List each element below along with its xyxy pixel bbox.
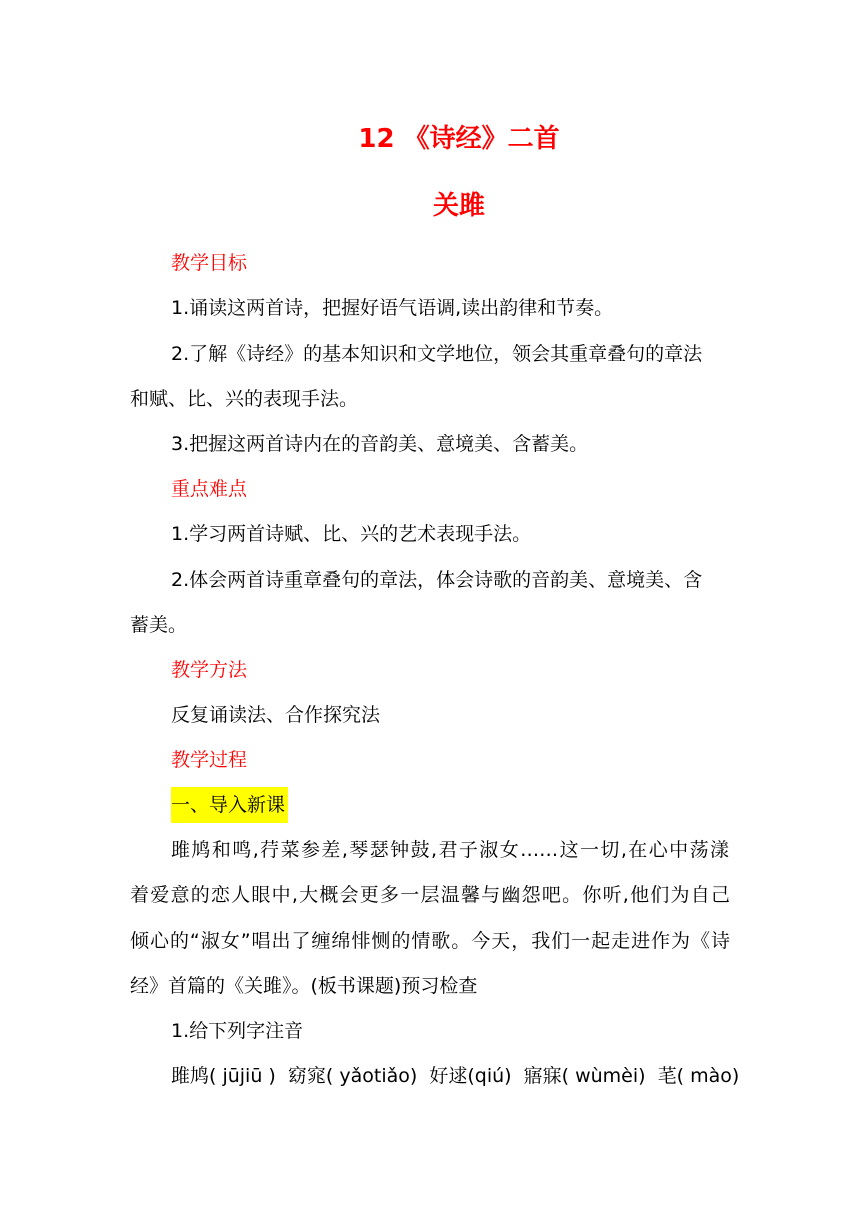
intro-paragraph-line-4: 经》首篇的《关雎》。(板书课题)预习检查 [130,975,478,997]
objective-item-2-line-1: 2.了解《诗经》的基本知识和文学地位，领会其重章叠句的章法 [171,343,703,365]
methods-heading: 教学方法 [171,659,248,681]
intro-paragraph-line-1: 雎鸠和鸣,荇菜参差,琴瑟钟鼓,君子淑女……这一切,在心中荡漾 [171,839,729,861]
key-point-item-1: 1.学习两首诗赋、比、兴的艺术表现手法。 [171,523,532,545]
key-point-item-2-line-1: 2.体会两首诗重章叠句的章法，体会诗歌的音韵美、意境美、含 [171,569,703,591]
objective-item-2-line-2: 和赋、比、兴的表现手法。 [130,388,359,410]
step-1-heading-row [171,792,288,818]
process-heading: 教学过程 [171,749,248,771]
objectives-heading: 教学目标 [171,252,248,274]
step-1-heading: 一、导入新课 [171,787,288,823]
objective-item-1: 1.诵读这两首诗，把握好语气语调,读出韵律和节奏。 [171,297,614,319]
intro-paragraph-line-2: 着爱意的恋人眼中,大概会更多一层温馨与幽怨吧。你听,他们为自己 [130,884,730,906]
exercise-heading: 1.给下列字注音 [171,1020,304,1042]
objective-item-3: 3.把握这两首诗内在的音韵美、意境美、含蓄美。 [171,433,589,455]
pinyin-exercise-line: 雎鸠( jūjiū ) 窈窕( yǎotiǎo) 好逑(qiú) 寤寐( wùmèi) 芼( mào) [171,1065,740,1087]
methods-text: 反复诵读法、合作探究法 [171,704,381,726]
document-subtitle: 关雎 [432,191,485,221]
intro-paragraph-line-3: 倾心的“淑女”唱出了缠绵悱恻的情歌。今天，我们一起走进作为《诗 [130,930,730,952]
key-points-heading: 重点难点 [171,478,248,500]
key-point-item-2-line-2: 蓄美。 [130,614,188,636]
document-title: 12 《诗经》二首 [358,124,560,154]
